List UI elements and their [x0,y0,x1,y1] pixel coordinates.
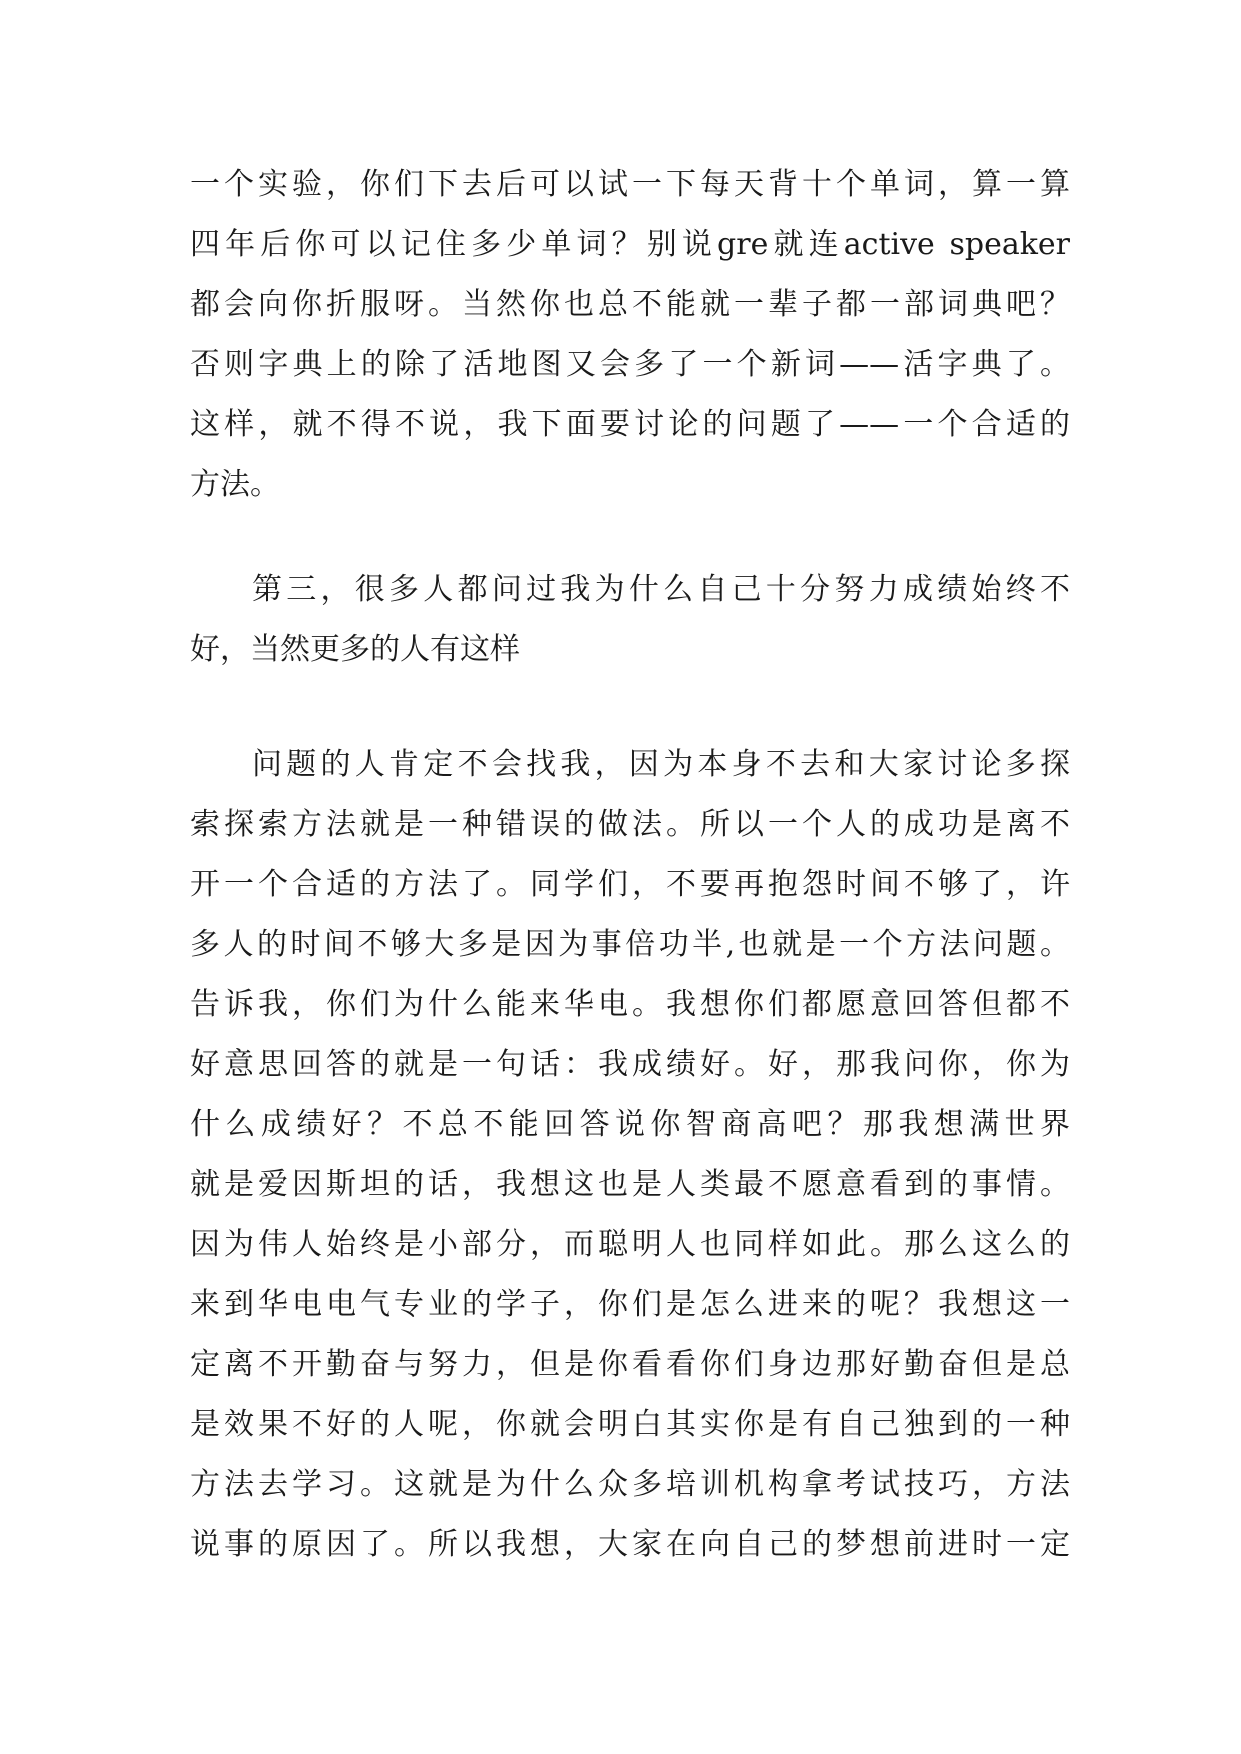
paragraph-line: 告诉我，你们为什么能来华电。我想你们都愿意回答但都不 [190,987,1070,1022]
paragraph-line: 什么成绩好？不总不能回答说你智商高吧？那我想满世界 [190,1107,1070,1142]
paragraph-line: 四年后你可以记住多少单词？别说gre就连active speaker [190,227,1070,262]
paragraph-line: 好，当然更多的人有这样 [190,632,520,667]
paragraph-line: 一个实验，你们下去后可以试一下每天背十个单词，算一算 [190,167,1070,202]
paragraph-line: 来到华电电气专业的学子，你们是怎么进来的呢？我想这一 [190,1287,1070,1322]
paragraph-line: 开一个合适的方法了。同学们，不要再抱怨时间不够了，许 [190,867,1070,902]
paragraph-line: 好意思回答的就是一句话：我成绩好。好，那我问你，你为 [190,1047,1070,1082]
paragraph-line: 都会向你折服呀。当然你也总不能就一辈子都一部词典吧？ [190,287,1070,322]
paragraph-line: 方法去学习。这就是为什么众多培训机构拿考试技巧，方法 [190,1467,1070,1502]
paragraph-2 [190,560,1070,680]
paragraph-line: 第三，很多人都问过我为什么自己十分努力成绩始终不 [252,572,1070,607]
paragraph-line: 方法。 [190,467,280,502]
paragraph-line: 因为伟人始终是小部分，而聪明人也同样如此。那么这么的 [190,1227,1070,1262]
paragraph-line: 多人的时间不够大多是因为事倍功半,也就是一个方法问题。 [190,927,1070,962]
paragraph-line: 这样，就不得不说，我下面要讨论的问题了——一个合适的 [190,407,1070,442]
paragraph-line: 定离不开勤奋与努力，但是你看看你们身边那好勤奋但是总 [190,1347,1070,1382]
paragraph-1 [190,155,1070,515]
paragraph-line: 说事的原因了。所以我想，大家在向自己的梦想前进时一定 [190,1527,1070,1562]
paragraph-3 [190,735,1070,1575]
paragraph-line: 是效果不好的人呢，你就会明白其实你是有自己独到的一种 [190,1407,1070,1442]
paragraph-line: 否则字典上的除了活地图又会多了一个新词——活字典了。 [190,347,1070,382]
paragraph-line: 问题的人肯定不会找我，因为本身不去和大家讨论多探 [252,747,1070,782]
paragraph-line: 索探索方法就是一种错误的做法。所以一个人的成功是离不 [190,807,1070,842]
paragraph-line: 就是爱因斯坦的话，我想这也是人类最不愿意看到的事情。 [190,1167,1070,1202]
